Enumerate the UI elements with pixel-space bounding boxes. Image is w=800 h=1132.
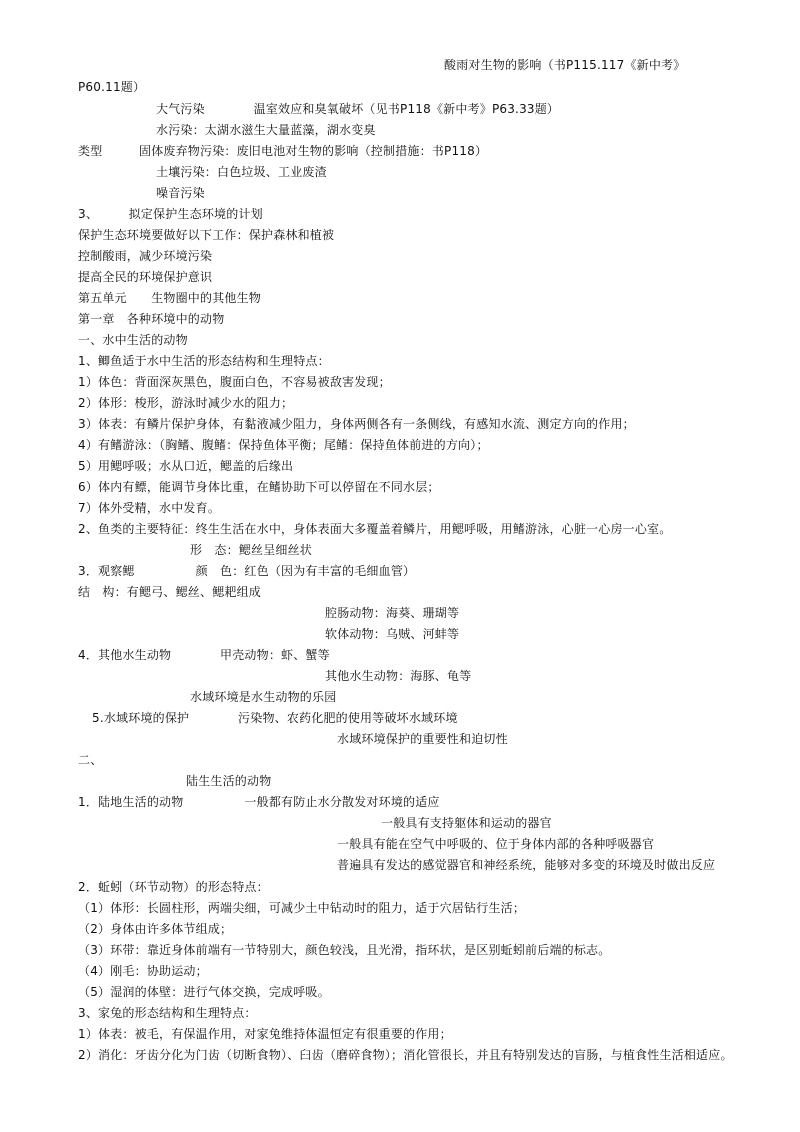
text-line: 提高全民的环境保护意识 — [78, 270, 213, 284]
text-line: （3）环带：靠近身体前端有一节特别大，颜色较浅，且光滑，指环状，是区别蚯蚓前后端的标志。 — [78, 943, 611, 957]
text-line: 普遍具有发达的感觉器官和神经系统，能够对多变的环境及时做出反应 — [337, 858, 716, 872]
section-heading: 陆生生活的动物 — [186, 774, 272, 788]
text-line: 1、鲫鱼适于水中生活的形态结构和生理特点： — [78, 354, 330, 368]
text-line: 2）消化：牙齿分化为门齿（切断食物）、臼齿（磨碎食物）；消化管很长，并且有特别发达的盲肠，与植食性生活相适应。 — [78, 1048, 733, 1062]
text-line: 软体动物：乌贼、河蚌等 — [325, 627, 460, 641]
text-line: 2）体形：梭形，游泳时减少水的阻力； — [78, 396, 294, 410]
text-line: 5.水域环境的保护 污染物、农药化肥的使用等破坏水域环境 — [92, 711, 458, 725]
section-heading: 二、 — [78, 753, 103, 767]
text-line: 水域环境保护的重要性和迫切性 — [337, 732, 508, 746]
text-line: 形 态：鳃丝呈细丝状 — [190, 543, 313, 557]
unit-heading: 第五单元 生物圈中的其他生物 — [78, 291, 262, 305]
text-line: 2、鱼类的主要特征：终生生活在水中，身体表面大多覆盖着鳞片，用鳃呼吸，用鳍游泳，心脏一心房一心室。 — [78, 522, 672, 536]
text-line: （4）刚毛：协助运动； — [78, 964, 208, 978]
text-line: 1．陆地生活的动物 一般都有防止水分散发对环境的适应 — [78, 795, 440, 809]
text-line: 土壤污染：白色垃圾、工业废渣 — [156, 165, 327, 179]
text-line: 一般具有支持躯体和运动的器官 — [381, 816, 552, 830]
text-line: （1）体形：长圆柱形，两端尖细，可减少土中钻动时的阻力，适于穴居钻行生活； — [78, 901, 526, 915]
text-line: 类型 固体废弃物污染：废旧电池对生物的影响（控制措施：书P118） — [78, 144, 488, 158]
text-line: 水域环境是水生动物的乐园 — [190, 690, 337, 704]
text-line: 5）用鳃呼吸；水从口近，鳃盖的后缘出 — [78, 459, 294, 473]
text-line: 3）体表：有鳞片保护身体，有黏液减少阻力，身体两侧各有一条侧线，有感知水流、测定方向的作用； — [78, 417, 635, 431]
text-line: （2）身体由许多体节组成； — [78, 922, 233, 936]
text-line: 3、 拟定保护生态环境的计划 — [78, 207, 263, 221]
text-line: 4）有鳍游泳：（胸鳍、腹鳍：保持鱼体平衡；尾鳍：保持鱼体前进的方向）； — [78, 438, 489, 452]
text-line: 腔肠动物：海葵、珊瑚等 — [325, 606, 460, 620]
text-line: 结 构：有鳃弓、鳃丝、鳃耙组成 — [78, 585, 262, 599]
text-line: 1）体色：背面深灰黑色，腹面白色，不容易被敌害发现； — [78, 375, 391, 389]
text-line: P60.11题） — [78, 80, 146, 94]
text-line: 2．蚯蚓（环节动物）的形态特点： — [78, 880, 269, 894]
text-line: 其他水生动物：海豚、龟等 — [325, 669, 472, 683]
text-line: 保护生态环境要做好以下工作：保护森林和植被 — [78, 228, 335, 242]
text-line: 7）体外受精，水中发育。 — [78, 501, 221, 515]
text-line: 一般具有能在空气中呼吸的、位于身体内部的各种呼吸器官 — [337, 837, 655, 851]
text-line: 控制酸雨，减少环境污染 — [78, 249, 213, 263]
text-line: 3、家兔的形态结构和生理特点： — [78, 1006, 257, 1020]
text-line: 水污染：太湖水滋生大量蓝藻，湖水变臭 — [156, 123, 376, 137]
page-header: 酸雨对生物的影响（书P115.117《新中考》 — [444, 58, 686, 72]
section-heading: 一、水中生活的动物 — [78, 333, 188, 347]
text-line: 噪音污染 — [156, 186, 205, 200]
text-line: 3．观察鳃 颜 色：红色（因为有丰富的毛细血管） — [78, 564, 416, 578]
text-line: 6）体内有鳔，能调节身体比重，在鳍协助下可以停留在不同水层； — [78, 480, 440, 494]
text-line: 1）体表：被毛，有保温作用，对家兔维持体温恒定有很重要的作用； — [78, 1027, 452, 1041]
text-line: （5）湿润的体壁：进行气体交换，完成呼吸。 — [78, 985, 330, 999]
text-line: 4．其他水生动物 甲壳动物：虾、蟹等 — [78, 648, 330, 662]
chapter-heading: 第一章 各种环境中的动物 — [78, 312, 225, 326]
text-line: 大气污染 温室效应和臭氧破坏（见书P118《新中考》P63.33题） — [156, 102, 560, 116]
